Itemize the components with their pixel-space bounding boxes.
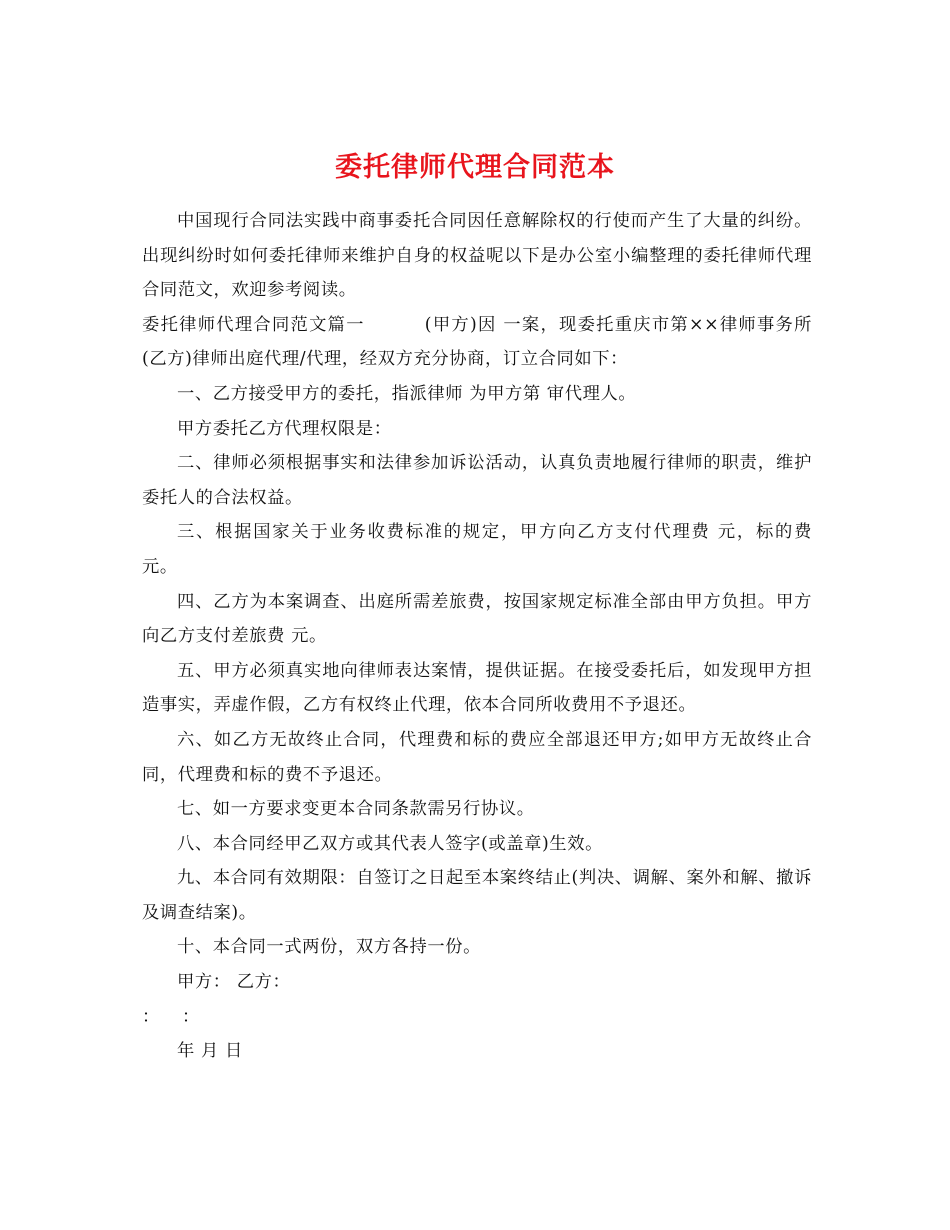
signature-colon-a: ： xyxy=(142,1006,160,1027)
clause-3: 三、根据国家关于业务收费标准的规定，甲方向乙方支付代理费 元，标的费 元。 xyxy=(142,522,812,577)
sample-opening-paragraph xyxy=(142,308,812,377)
clause-4: 四、乙方为本案调查、出庭所需差旅费，按国家规定标准全部由甲方负担。甲方向乙方支付差旅费 元。 xyxy=(142,591,812,647)
signature-colons xyxy=(142,1000,812,1035)
document-body xyxy=(142,204,812,1069)
clause-5: 五、甲方必须真实地向律师表达案情，提供证据。在接受委托后，如发现甲方担造事实，弄虚作假，乙方有权终止代理，依本合同所收费用不予退还。 xyxy=(142,660,812,716)
intro-paragraph: 中国现行合同法实践中商事委托合同因任意解除权的行使而产生了大量的纠纷。出现纠纷时如何委托律师来维护自身的权益呢以下是办公室小编整理的委托律师代理合同范文，欢迎参考阅读。 xyxy=(142,211,812,301)
clause-9: 九、本合同有效期限：自签订之日起至本案终结止(判决、调解、案外和解、撤诉及调查结案)。 xyxy=(142,868,812,923)
clause-6: 六、如乙方无故终止合同，代理费和标的费应全部退还甲方;如甲方无故终止合同，代理费和标的费不予退还。 xyxy=(142,729,812,785)
clause-8: 八、本合同经甲乙双方或其代表人签字(或盖章)生效。 xyxy=(177,833,603,854)
signature-parties: 甲方： 乙方： xyxy=(177,972,291,993)
clause-2: 二、律师必须根据事实和法律参加诉讼活动，认真负责地履行律师的职责，维护委托人的合法权益。 xyxy=(142,453,812,508)
clause-7: 七、如一方要求变更本合同条款需另行协议。 xyxy=(177,799,535,820)
authority-line: 甲方委托乙方代理权限是： xyxy=(177,418,392,439)
sample-heading: 委托律师代理合同范文篇一 xyxy=(142,314,365,335)
clause-10: 十、本合同一式两份，双方各持一份。 xyxy=(177,937,481,958)
signature-colon-b: ： xyxy=(182,1006,200,1027)
opening-text: (甲方)因 一案，现委托重庆市第××律师事务所(乙方)律师出庭代理/代理，经双方充分协商，订立合同如下： xyxy=(142,314,812,370)
document-title: 委托律师代理合同范本 xyxy=(335,152,615,184)
clause-1: 一、乙方接受甲方的委托，指派律师 为甲方第 审代理人。 xyxy=(177,383,637,404)
signature-date: 年 月 日 xyxy=(177,1041,243,1062)
